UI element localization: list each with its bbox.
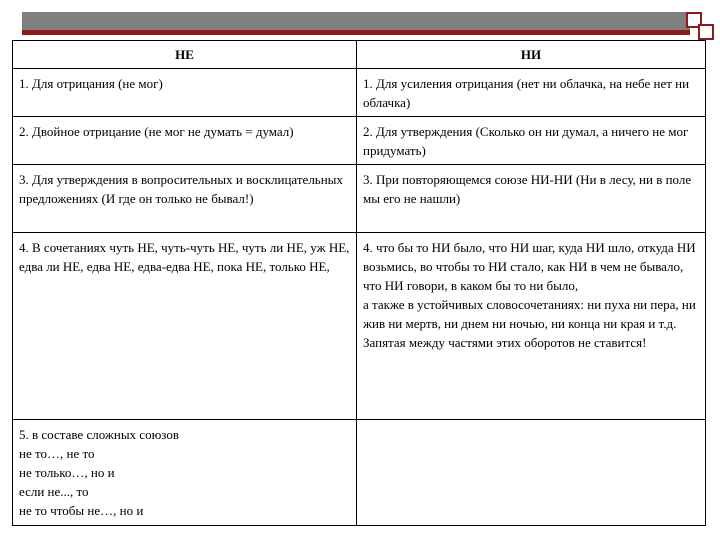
table-row [13, 420, 706, 526]
title-bar [22, 12, 690, 30]
cell-ne-3: 3. Для утверждения в вопросительных и восклицательных предложениях (И где он только не бывал!) [13, 165, 357, 233]
cell-ni-5 [357, 420, 706, 526]
ne-ni-rules-table [12, 40, 706, 526]
cell-ni-1: 1. Для усиления отрицания (нет ни облачка, на небе нет ни облачка) [357, 69, 706, 117]
cell-ni-3: 3. При повторяющемся союзе НИ-НИ (Ни в лесу, ни в поле мы его не нашли) [357, 165, 706, 233]
accent-line [22, 30, 690, 35]
table-header-row [13, 41, 706, 69]
table-row [13, 165, 706, 233]
cell-ne-4: 4. В сочетаниях чуть НЕ, чуть-чуть НЕ, чуть ли НЕ, уж НЕ, едва ли НЕ, едва НЕ, едва-едва НЕ, пока НЕ, только НЕ, [13, 233, 357, 420]
cell-ni-2: 2. Для утверждения (Сколько он ни думал, а ничего не мог придумать) [357, 117, 706, 165]
cell-ne-1: 1. Для отрицания (не мог) [13, 69, 357, 117]
cell-ne-5: 5. в составе сложных союзов не то…, не то не только…, но и если не..., то не то чтобы не…, но и [13, 420, 357, 526]
table-row [13, 233, 706, 420]
table-row [13, 69, 706, 117]
cell-ne-2: 2. Двойное отрицание (не мог не думать = думал) [13, 117, 357, 165]
header-ne: НЕ [13, 41, 357, 69]
table-row [13, 117, 706, 165]
header-ni: НИ [357, 41, 706, 69]
corner-square-decoration [698, 24, 714, 40]
cell-ni-4: 4. что бы то НИ было, что НИ шаг, куда НИ шло, откуда НИ возьмись, во чтобы то НИ стало, как НИ в чем не бывало, что НИ говори, в каком бы то ни было, а также в устойчивых словосочетаниях: ни пуха ни пера, ни жив ни мертв, ни днем ни ночью, ни конца ни края и т.д. Запятая между частями этих оборотов не ставится! [357, 233, 706, 420]
